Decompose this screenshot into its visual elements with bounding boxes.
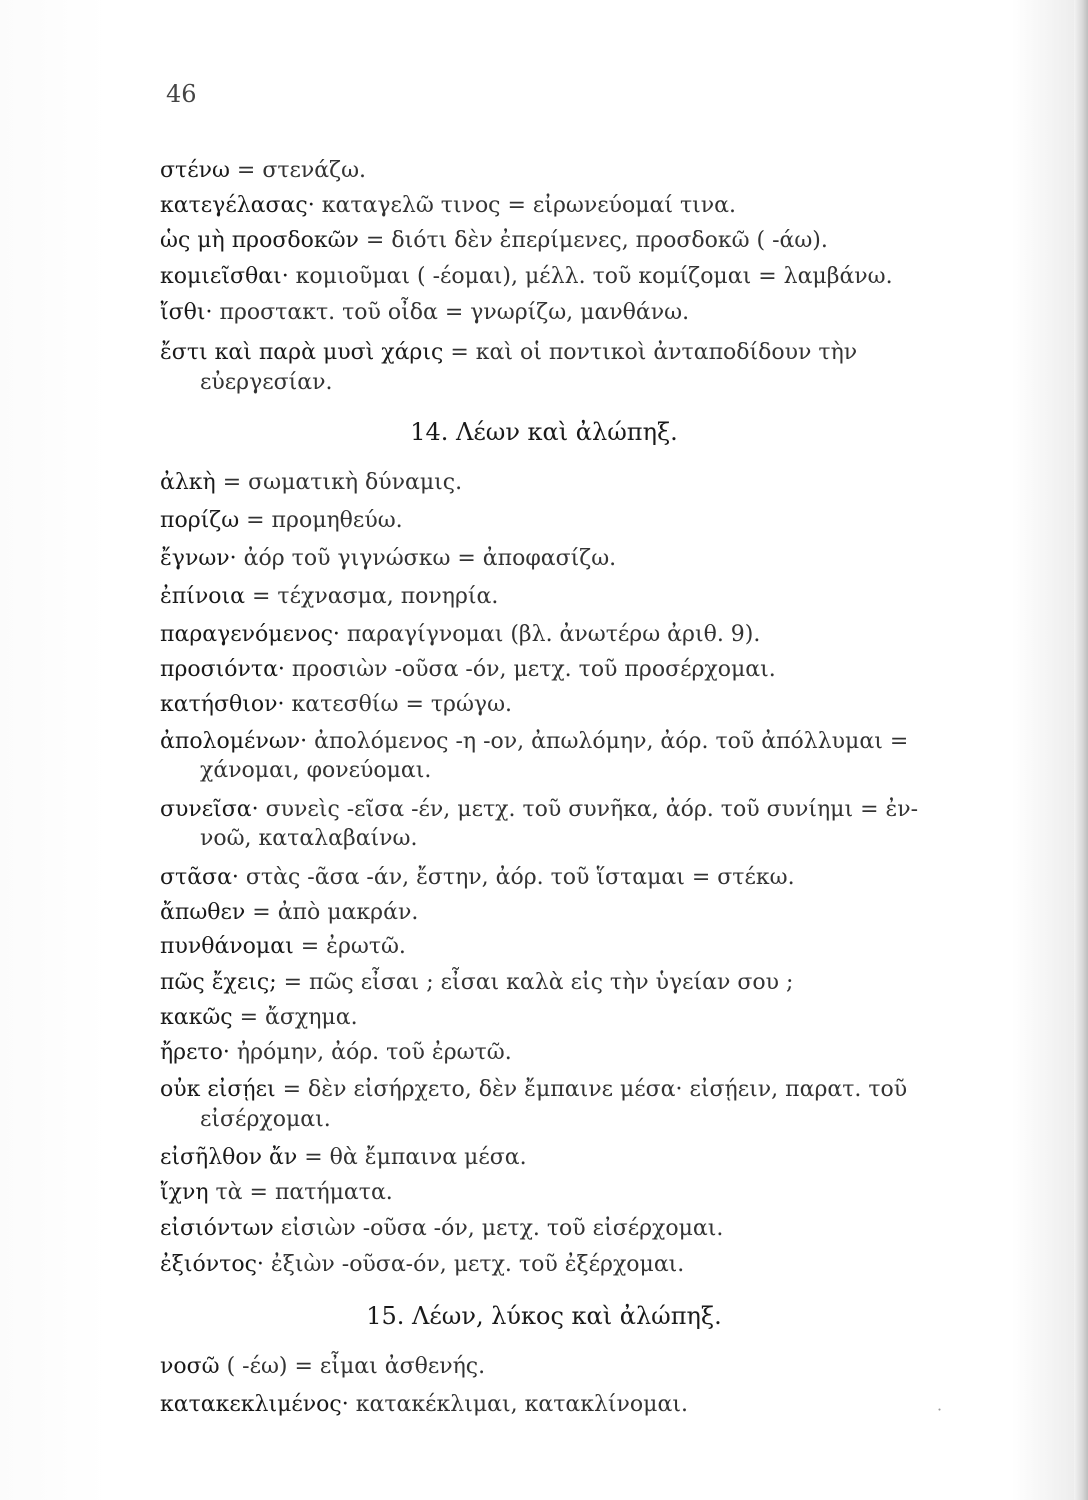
entry-term: κατήσθιον· <box>160 692 285 717</box>
entry-term: συνεῖσα· <box>160 797 259 822</box>
entry-term: πορίζω <box>160 508 240 533</box>
entry-term: πυνθάνομαι <box>160 934 294 959</box>
entry-definition: = ἄσχημα. <box>232 1005 358 1030</box>
glossary-entry-continuation <box>200 368 1028 398</box>
entry-term: στένω <box>160 158 230 183</box>
entry-term: ἔστι καὶ παρὰ μυσὶ χάρις <box>160 340 444 365</box>
glossary-entry <box>160 898 1028 928</box>
glossary-entry <box>160 156 1028 186</box>
entry-definition: = πῶς εἶσαι ; εἶσαι καλὰ εἰς τὴν ὑγείαν σου ; <box>276 970 794 995</box>
glossary-entry <box>160 1003 1028 1033</box>
entry-definition: εὐεργεσίαν. <box>200 370 333 395</box>
entry-term: παραγενόμενος· <box>160 622 340 647</box>
entry-term: ἴσθι· <box>160 300 213 325</box>
glossary-entry-continuation <box>200 1105 1028 1135</box>
glossary-entry <box>160 795 1028 825</box>
entry-term: ὡς μὴ προσδοκῶν <box>160 228 359 253</box>
entry-definition: = στενάζω. <box>229 158 366 183</box>
entry-term: ἐπίνοια <box>160 584 245 609</box>
glossary-entry <box>160 727 1028 757</box>
glossary-entry <box>160 1178 1028 1208</box>
entry-definition: ἐξιὼν -οῦσα-όν, μετχ. τοῦ ἐξέρχομαι. <box>263 1252 685 1277</box>
entry-definition: καταγελῶ τινος = εἰρωνεύομαί τινα. <box>314 193 737 218</box>
glossary-entry <box>160 298 1028 328</box>
entry-definition: τὰ = πατήματα. <box>208 1180 393 1205</box>
entry-term: κομιεῖσθαι· <box>160 264 289 289</box>
entry-definition: κατακέκλιμαι, κατακλίνομαι. <box>348 1392 688 1417</box>
entry-definition: στὰς -ᾶσα -άν, ἔστην, ἀόρ. τοῦ ἵσταμαι = στέκω. <box>238 865 795 890</box>
glossary-entry <box>160 968 1028 998</box>
ink-speck: ˙ <box>935 1406 944 1427</box>
entry-definition: χάνομαι, φονεύομαι. <box>200 758 432 783</box>
entry-definition: = τέχνασμα, πονηρία. <box>245 584 499 609</box>
entry-term: εἰσῆλθον ἄν <box>160 1145 298 1170</box>
glossary-entry <box>160 1143 1028 1173</box>
entry-definition: ( -έω) = εἶμαι ἀσθενής. <box>219 1354 486 1379</box>
entry-term: ἀλκὴ <box>160 470 216 495</box>
glossary-entry <box>160 1075 1028 1105</box>
entry-term: κατακεκλιμένος· <box>160 1392 349 1417</box>
glossary-entry <box>160 226 1028 256</box>
entry-term: κακῶς <box>160 1005 233 1030</box>
glossary-entry <box>160 191 1028 221</box>
glossary-entry <box>160 1038 1028 1068</box>
entry-definition: = ἐρωτῶ. <box>293 934 406 959</box>
glossary-entry <box>160 932 1028 962</box>
entry-definition: ἀόρ τοῦ γιγνώσκω = ἀποφασίζω. <box>236 546 617 571</box>
entry-definition: = καὶ οἱ ποντικοὶ ἀνταποδίδουν τὴν <box>443 340 858 365</box>
entry-definition: εἰσιὼν -οῦσα -όν, μετχ. τοῦ εἰσέρχομαι. <box>273 1216 724 1241</box>
entry-term: στᾶσα· <box>160 865 239 890</box>
entry-term: ἴχνη <box>160 1180 209 1205</box>
glossary-entry <box>160 468 1028 498</box>
entry-definition: = ἀπὸ μακράν. <box>245 900 419 925</box>
glossary-entry <box>160 1214 1028 1244</box>
entry-term: ἄπωθεν <box>160 900 246 925</box>
entry-definition: κομιοῦμαι ( -έομαι), μέλλ. τοῦ κομίζομαι = λαμβάνω. <box>288 264 893 289</box>
entry-definition: παραγίγνομαι (βλ. ἀνωτέρω ἀριθ. 9). <box>339 622 761 647</box>
entry-term: οὐκ εἰσῄει <box>160 1077 276 1102</box>
glossary-entry <box>160 620 1028 650</box>
glossary-entry <box>160 506 1028 536</box>
glossary-entry-continuation <box>200 756 1028 786</box>
glossary-entry <box>160 262 1028 292</box>
glossary-entry <box>160 544 1028 574</box>
entry-definition: συνεὶς -εῖσα -έν, μετχ. τοῦ συνῆκα, ἀόρ. τοῦ συνίημι = ἐν- <box>258 797 919 822</box>
entry-term: ἤρετο· <box>160 1040 230 1065</box>
entry-term: εἰσιόντων <box>160 1216 274 1241</box>
entry-definition: προσιὼν -οῦσα -όν, μετχ. τοῦ προσέρχομαι. <box>284 657 776 682</box>
entry-term: κατεγέλασας· <box>160 193 315 218</box>
section-heading-14: 14. Λέων καὶ ἀλώπηξ. <box>410 418 678 446</box>
section-heading-15: 15. Λέων, λύκος καὶ ἀλώπηξ. <box>366 1302 722 1330</box>
entry-definition: = θὰ ἔμπαινα μέσα. <box>297 1145 527 1170</box>
page-number: 46 <box>166 80 197 108</box>
entry-term: ἀπολομένων· <box>160 729 308 754</box>
entry-definition: κατεσθίω = τρώγω. <box>284 692 513 717</box>
entry-term: προσιόντα· <box>160 657 285 682</box>
entry-definition: προστακτ. τοῦ οἶδα = γνωρίζω, μανθάνω. <box>212 300 690 325</box>
glossary-entry <box>160 1250 1028 1280</box>
entry-definition: = διότι δὲν ἐπερίμενες, προσδοκῶ ( -άω). <box>358 228 828 253</box>
glossary-entry <box>160 863 1028 893</box>
entry-term: ἔγνων· <box>160 546 237 571</box>
page-edge-shadow <box>1074 0 1088 1500</box>
entry-term: πῶς ἔχεις; <box>160 970 277 995</box>
glossary-entry <box>160 582 1028 612</box>
glossary-entry <box>160 655 1028 685</box>
entry-term: ἐξιόντος· <box>160 1252 264 1277</box>
entry-definition: = σωματικὴ δύναμις. <box>215 470 463 495</box>
glossary-entry <box>160 1352 1028 1382</box>
entry-definition: νοῶ, καταλαβαίνω. <box>200 826 418 851</box>
entry-definition: = προμηθεύω. <box>239 508 403 533</box>
entry-definition: = δὲν εἰσήρχετο, δὲν ἔμπαινε μέσα· εἰσῄειν, παρατ. τοῦ <box>275 1077 908 1102</box>
glossary-entry <box>160 690 1028 720</box>
entry-definition: ἠρόμην, ἀόρ. τοῦ ἐρωτῶ. <box>229 1040 512 1065</box>
entry-term: νοσῶ <box>160 1354 220 1379</box>
entry-definition: ἀπολόμενος -η -ον, ἀπωλόμην, ἀόρ. τοῦ ἀπόλλυμαι = <box>307 729 909 754</box>
glossary-entry <box>160 338 1028 368</box>
glossary-entry <box>160 1390 1028 1420</box>
glossary-entry-continuation <box>200 824 1028 854</box>
entry-definition: εἰσέρχομαι. <box>200 1107 331 1132</box>
